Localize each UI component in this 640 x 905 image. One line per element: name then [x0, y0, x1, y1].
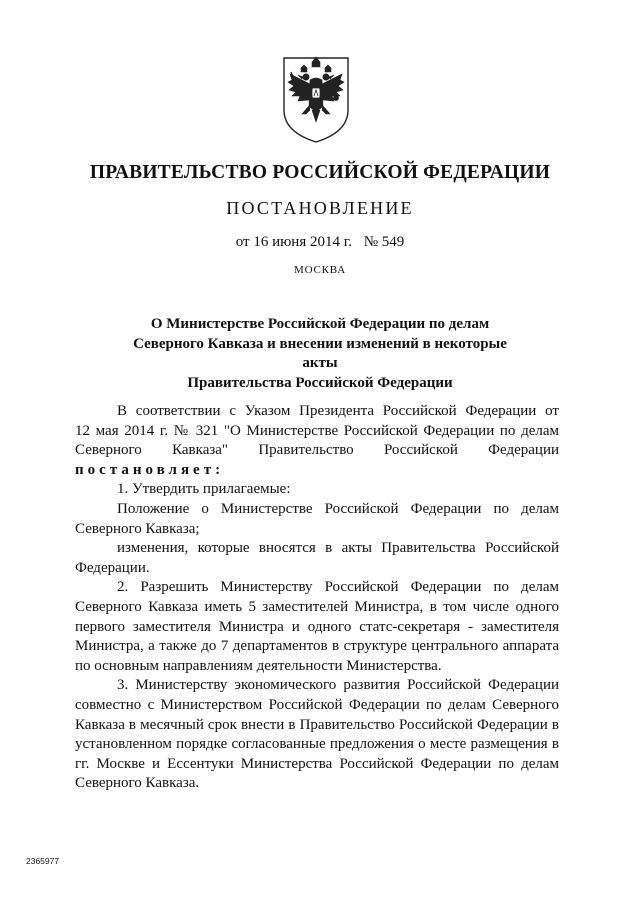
document-number: № 549 — [363, 234, 405, 250]
document-code: 2365977 — [26, 856, 60, 866]
text-line: установленном порядке согласованные предложения о месте размещения в — [75, 736, 559, 753]
text-line: 12 мая 2014 г. № 321 "О Министерстве Российской Федерации по делам — [75, 422, 559, 439]
text-line: первого заместителя Министра и одного статс-секретаря - заместителя — [75, 618, 559, 635]
heading-line: Северного Кавказа и внесении изменений в некоторые акты — [133, 335, 507, 371]
document-type: ПОСТАНОВЛЕНИЕ — [226, 198, 414, 218]
text-line: Северного Кавказа; — [75, 520, 200, 537]
state-emblem-icon — [276, 48, 356, 146]
text-line: Северного Кавказа" Правительство Российской Федерации — [75, 442, 559, 459]
decides-line — [75, 461, 559, 481]
text-line: совместно с Министерством Российской Федерации по делам Северного — [75, 696, 559, 713]
text-line: по основным направлениям деятельности Министерства. — [75, 657, 442, 674]
text-line: 3. Министерству экономического развития Российской Федерации — [117, 677, 559, 694]
text-line: Положение о Министерстве Российской Федерации по делам — [117, 500, 559, 517]
text-line: гг. Москве и Ессентуки Министерства Российской Федерации по делам — [75, 755, 559, 772]
text-line: Федерации. — [75, 559, 150, 576]
preamble-paragraph — [75, 402, 559, 461]
document-body — [75, 402, 559, 794]
document-date: от 16 июня 2014 г. — [235, 234, 352, 250]
text-line: изменения, которые вносятся в акты Правительства Российской — [117, 540, 559, 557]
item-2-paragraph — [75, 578, 559, 676]
heading-line: О Министерстве Российской Федерации по делам — [150, 316, 490, 332]
text-line: Министра, а также до 7 департаментов в структуре центрального аппарата — [75, 638, 559, 655]
decides-text: постановляет: — [75, 461, 225, 478]
text-line: В соответствии с Указом Президента Российской Федерации от — [117, 403, 559, 419]
item-1-regulation — [75, 500, 559, 539]
document-city: МОСКВА — [294, 264, 346, 276]
item-1-amendments — [75, 539, 559, 578]
item-3-paragraph — [75, 676, 559, 794]
text-line: Северного Кавказа иметь 5 заместителей Министра, в том числе одного — [75, 598, 559, 615]
heading-line: Правительства Российской Федерации — [187, 374, 453, 391]
text-line: Северного Кавказа. — [75, 775, 200, 792]
document-date-line — [0, 234, 640, 251]
government-title: ПРАВИТЕЛЬСТВО РОССИЙСКОЙ ФЕДЕРАЦИИ — [89, 162, 551, 183]
text-line: 2. Разрешить Министерству Российской Федерации по делам — [117, 579, 559, 596]
text-line: Кавказа в месячный срок внести в Правительство Российской Федерации в — [75, 716, 559, 733]
item-1-intro: 1. Утвердить прилагаемые: — [117, 481, 291, 498]
document-heading — [120, 315, 520, 393]
